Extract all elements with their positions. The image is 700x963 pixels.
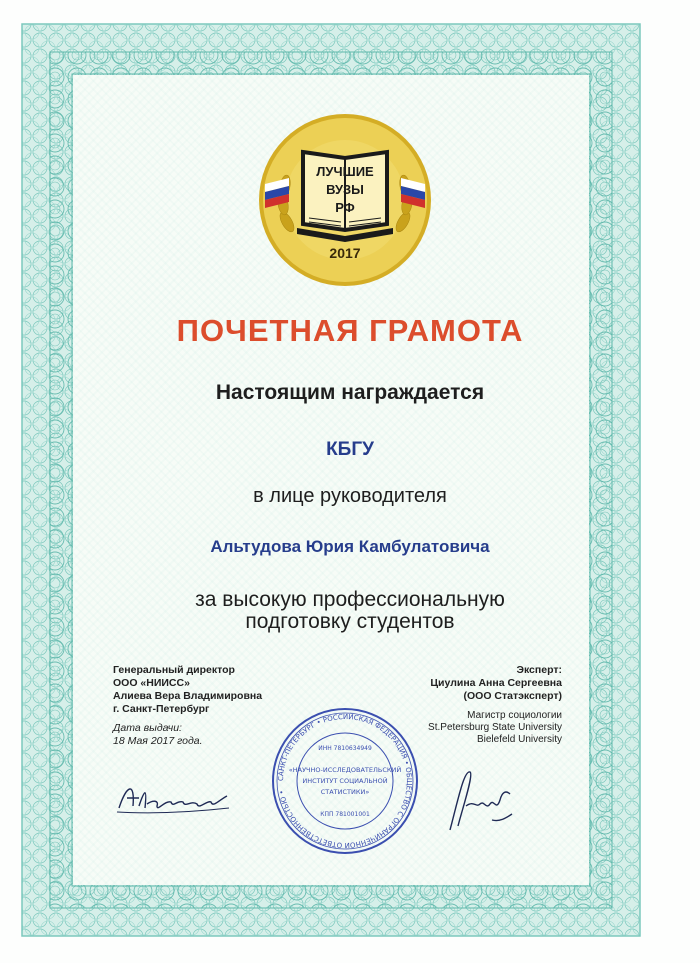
expert-credentials (428, 710, 562, 746)
certificate-title: ПОЧЕТНАЯ ГРАМОТА (176, 313, 524, 348)
left-company: ООО «НИИСС» (113, 677, 190, 689)
left-signatory (113, 664, 262, 716)
stamp-outer-text: САНКТ-ПЕТЕРБУРГ • РОССИЙСКАЯ ФЕДЕРАЦИЯ • ОБЩЕСТВО С ОГРАНИЧЕННОЙ ОТВЕТСТВЕННОСТЬЮ • (276, 712, 414, 850)
on-behalf-line: в лице руководителя (253, 485, 447, 507)
emblem-line3: РФ (335, 200, 355, 215)
right-signatory (430, 664, 562, 703)
left-city: г. Санкт-Петербург (113, 703, 210, 715)
expert-company: (ООО Статэксперт) (463, 690, 562, 702)
emblem-year: 2017 (329, 245, 361, 261)
expert-university-1: St.Petersburg State University (428, 722, 562, 733)
stamp-center-1: «НАУЧНО-ИССЛЕДОВАТЕЛЬСКИЙ (288, 766, 402, 774)
stamp-center-2: ИНСТИТУТ СОЦИАЛЬНОЙ (302, 777, 388, 785)
issue-date-label: Дата выдачи: (113, 722, 182, 734)
emblem-line2: ВУЗЫ (326, 182, 364, 197)
left-position: Генеральный директор (113, 664, 235, 676)
emblem-line1: ЛУЧШИЕ (316, 164, 374, 179)
reason-line-2: подготовку студентов (245, 610, 455, 633)
left-signature (113, 778, 233, 818)
issue-date-value: 18 Мая 2017 года. (113, 735, 203, 747)
reason-line-1: за высокую профессиональную (195, 588, 505, 611)
expert-role: Эксперт: (516, 664, 562, 676)
expert-university-2: Bielefeld University (476, 734, 562, 745)
official-stamp (270, 706, 420, 856)
stamp-kpp: КПП 781001001 (320, 811, 370, 818)
stamp-inn: ИНН 7810634949 (318, 745, 372, 752)
stamp-center-3: СТАТИСТИКИ» (320, 788, 370, 796)
left-name: Алиева Вера Владимировна (113, 690, 263, 702)
expert-degree: Магистр социологии (467, 710, 562, 721)
organization-name: КБГУ (326, 439, 374, 460)
issue-date (113, 722, 203, 748)
expert-name: Циулина Анна Сергеевна (430, 677, 562, 689)
right-signature (440, 760, 520, 840)
awarded-line: Настоящим награждается (215, 381, 485, 404)
person-name: Альтудова Юрия Камбулатовича (210, 537, 490, 556)
best-universities-emblem (257, 112, 433, 288)
